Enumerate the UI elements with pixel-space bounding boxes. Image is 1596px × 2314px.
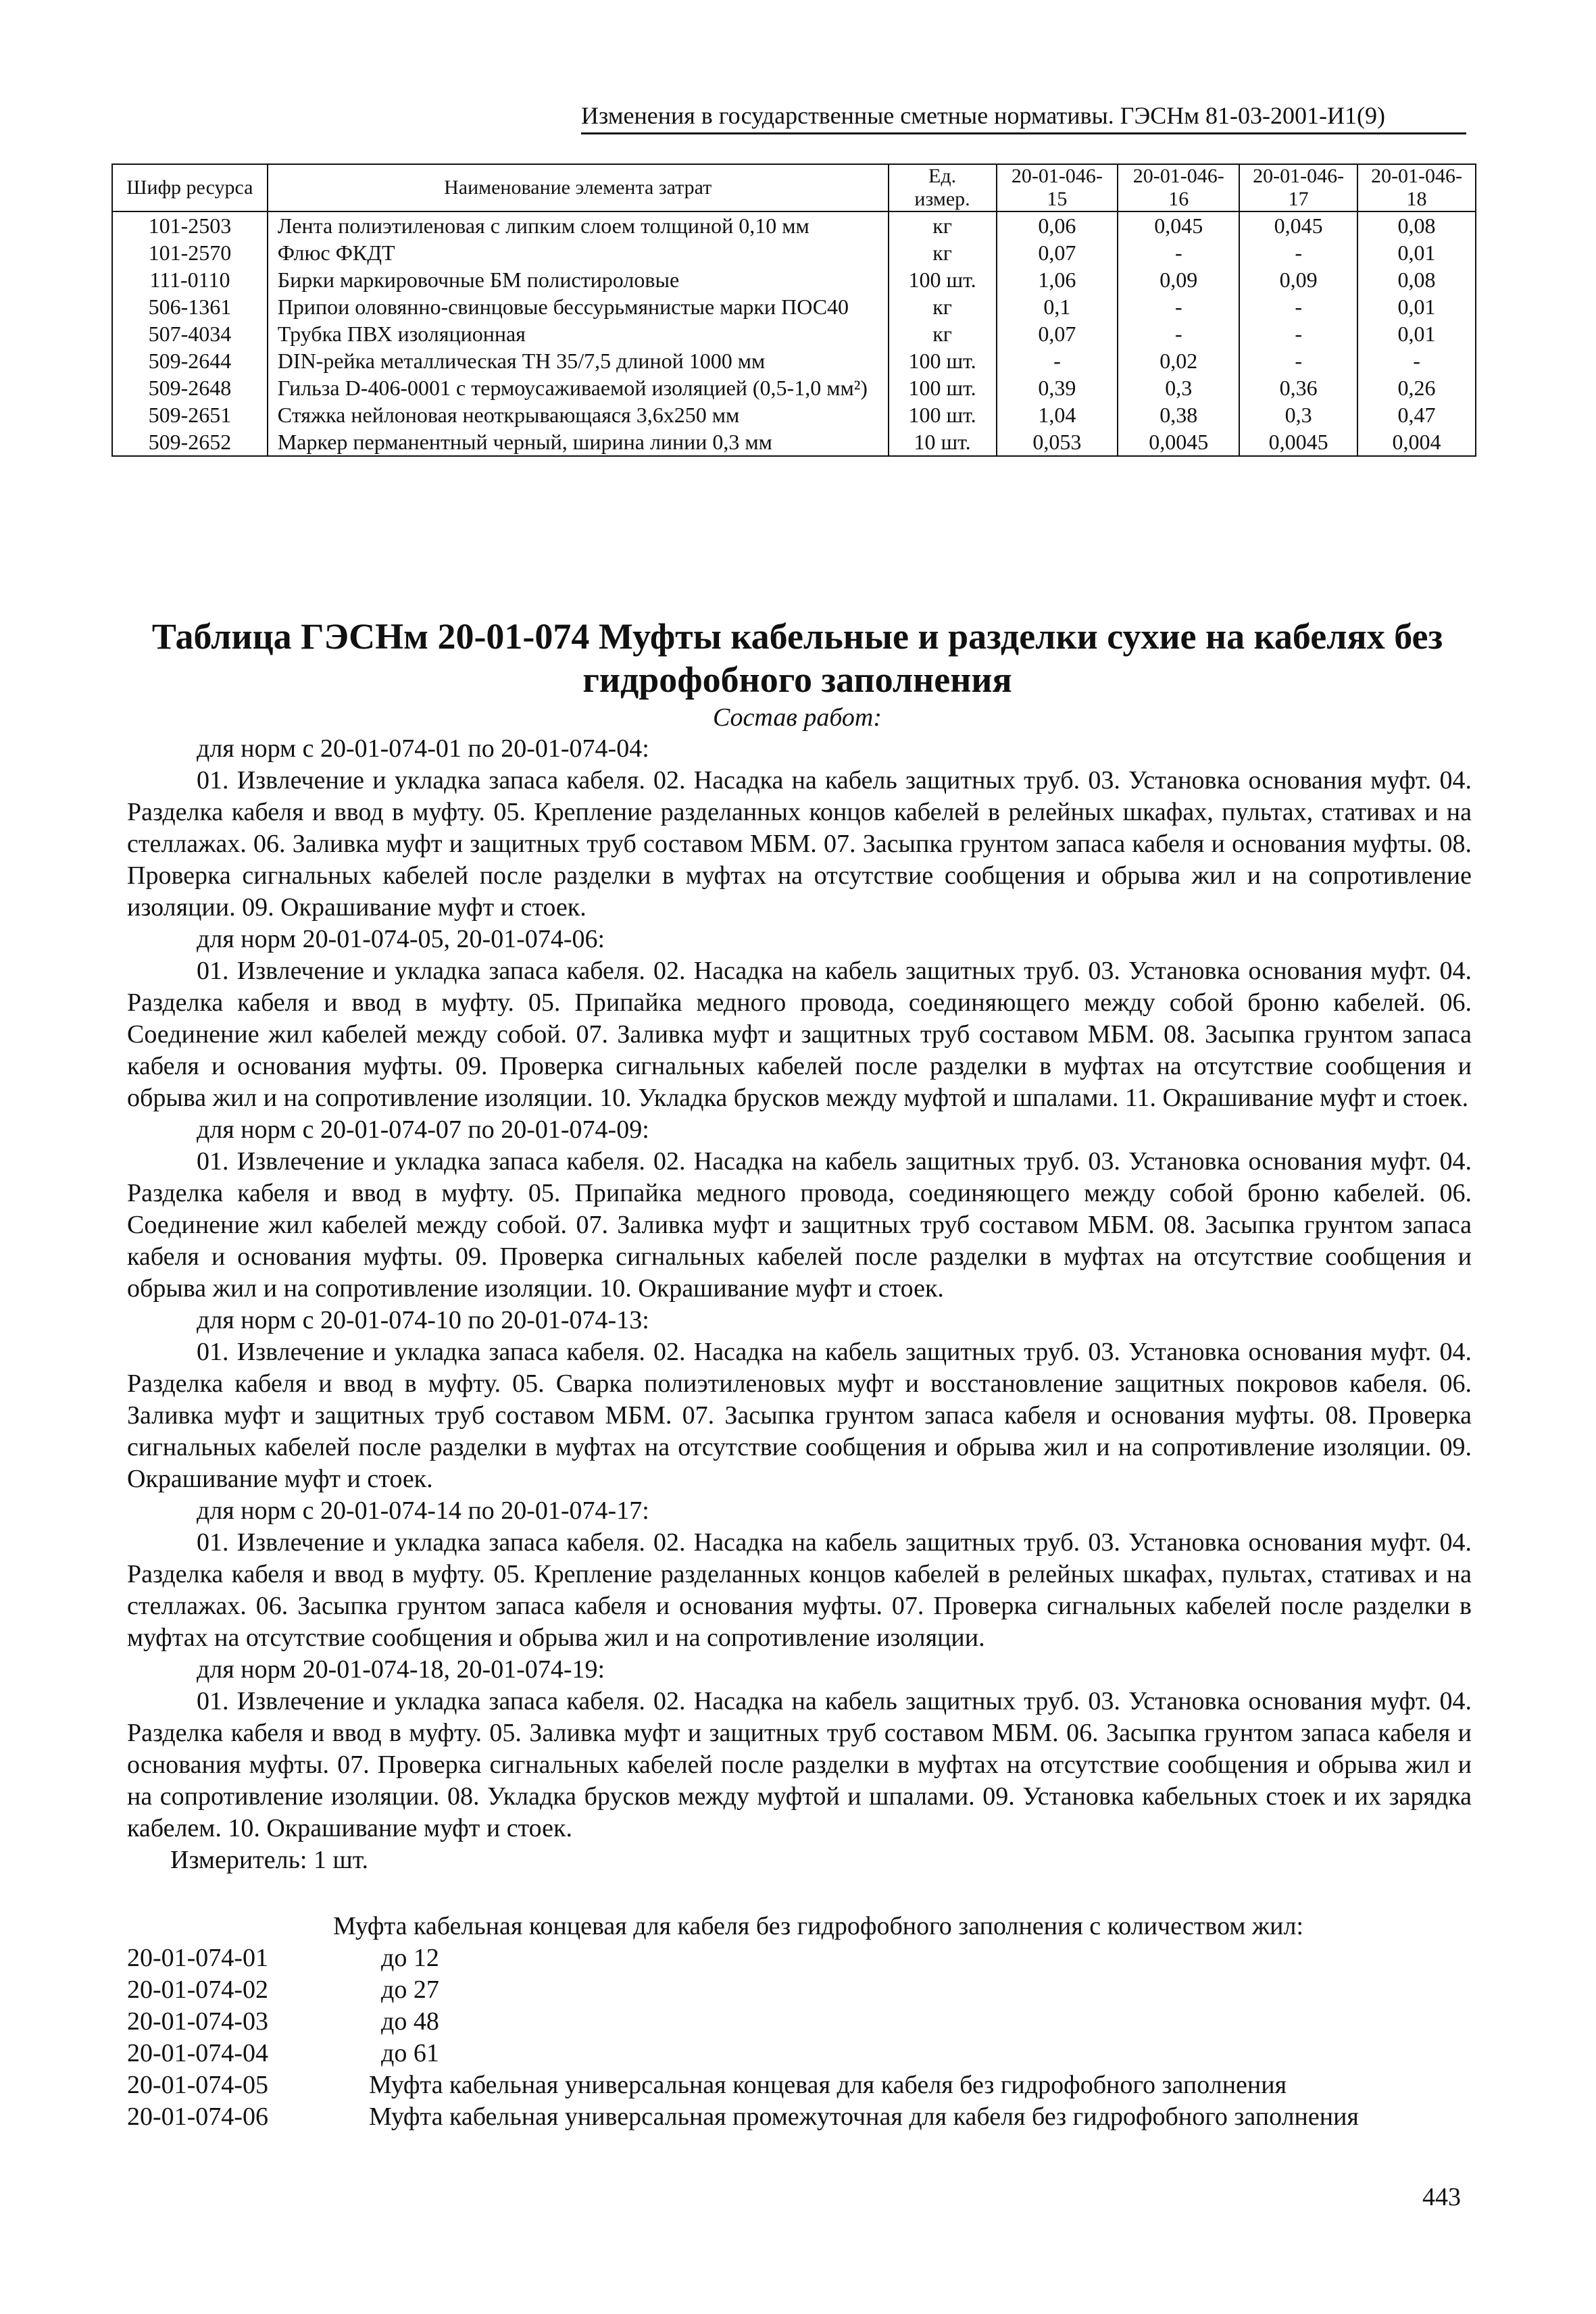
- list-item: [127, 2006, 1472, 2038]
- cell-c3: -: [1239, 239, 1357, 266]
- work-steps-paragraph: 01. Извлечение и укладка запаса кабеля. 02. Насадка на кабель защитных труб. 03. Установка основания муфт. 04. Разделка кабеля и ввод в муфту. 05. Крепление разделанных концов кабелей в релейных шкафах, пультах, стативах и на стеллажах. 06. Засыпка грунтом запаса кабеля и основания муфты. 07. Проверка сигнальных кабелей после разделки в муфтах на отсутствие сообщения и обрыва жил и на сопротивление изоляции.: [127, 1528, 1472, 1652]
- work-steps-paragraph: 01. Извлечение и укладка запаса кабеля. 02. Насадка на кабель защитных труб. 03. Установка основания муфт. 04. Разделка кабеля и ввод в муфту. 05. Сварка полиэтиленовых муфт и восстановление защитных покровов кабеля. 06. Заливка муфт и защитных труб составом МБМ. 07. Засыпка грунтом запаса кабеля и основания муфты. 08. Проверка сигнальных кабелей после разделки в муфтах на отсутствие сообщения и обрыва жил и на сопротивление изоляции. 09. Окрашивание муфт и стоек.: [127, 1338, 1472, 1493]
- cell-unit: кг: [889, 320, 997, 347]
- norm-description: до 61: [381, 2039, 439, 2067]
- cell-c3: 0,3: [1239, 401, 1357, 428]
- table-row: [112, 374, 1476, 401]
- cell-code: 101-2503: [112, 211, 268, 239]
- cell-unit: кг: [889, 211, 997, 239]
- meter-line: Измеритель: 1 шт.: [170, 1846, 368, 1874]
- work-composition: [127, 733, 1472, 1876]
- cell-c4: 0,004: [1357, 428, 1476, 456]
- cell-c1: 0,1: [997, 293, 1118, 320]
- codes-header: Муфта кабельная концевая для кабеля без гидрофобного заполнения с количеством жил:: [333, 1912, 1304, 1940]
- cell-code: 111-0110: [112, 266, 268, 293]
- norm-range-label: для норм с 20-01-074-14 по 20-01-074-17:: [197, 1496, 649, 1525]
- table-row: [112, 211, 1476, 239]
- cell-unit: 10 шт.: [889, 428, 997, 456]
- cell-c4: 0,08: [1357, 266, 1476, 293]
- cell-name: Гильза D-406-0001 с термоусаживаемой изоляцией (0,5-1,0 мм²): [268, 374, 889, 401]
- cell-c2: 0,0045: [1118, 428, 1239, 456]
- cell-name: Маркер перманентный черный, ширина линии 0,3 мм: [268, 428, 889, 456]
- list-item: [127, 1974, 1472, 2006]
- cell-c2: -: [1118, 320, 1239, 347]
- norm-range-label: для норм с 20-01-074-07 по 20-01-074-09:: [197, 1115, 649, 1144]
- cell-name: Лента полиэтиленовая с липким слоем толщиной 0,10 мм: [268, 211, 889, 239]
- norm-codes-list: [127, 1911, 1472, 2133]
- section-title: Таблица ГЭСНм 20-01-074 Муфты кабельные и разделки сухие на кабелях без гидрофобного заполнения: [151, 616, 1443, 700]
- cell-c3: -: [1239, 320, 1357, 347]
- norm-code: 20-01-074-06: [127, 2103, 268, 2131]
- running-header: Изменения в государственные сметные нормативы. ГЭСНм 81-03-2001-И1(9): [581, 101, 1466, 134]
- cell-unit: 100 шт.: [889, 374, 997, 401]
- norm-description: до 48: [381, 2007, 439, 2036]
- cell-c1: 0,053: [997, 428, 1118, 456]
- cell-unit: кг: [889, 239, 997, 266]
- cell-c3: -: [1239, 293, 1357, 320]
- cell-name: Припои оловянно-свинцовые бессурьмянистые марки ПОС40: [268, 293, 889, 320]
- cell-name: DIN-рейка металлическая ТН 35/7,5 длиной 1000 мм: [268, 347, 889, 374]
- cell-name: Бирки маркировочные БМ полистироловые: [268, 266, 889, 293]
- cell-c3: 0,045: [1239, 211, 1357, 239]
- cell-c3: -: [1239, 347, 1357, 374]
- cell-c4: 0,26: [1357, 374, 1476, 401]
- cell-code: 506-1361: [112, 293, 268, 320]
- norm-code: 20-01-074-02: [127, 1976, 268, 2004]
- page-number: 443: [1422, 2183, 1461, 2211]
- cell-c4: -: [1357, 347, 1476, 374]
- norm-description: Муфта кабельная универсальная концевая для кабеля без гидрофобного заполнения: [369, 2071, 1287, 2099]
- list-item: [127, 2101, 1472, 2133]
- table-row: [112, 293, 1476, 320]
- cell-c2: -: [1118, 239, 1239, 266]
- cell-code: 509-2644: [112, 347, 268, 374]
- norm-code: 20-01-074-03: [127, 2007, 268, 2036]
- col-header-c3: 20-01-046-17: [1239, 164, 1357, 211]
- norm-description: до 27: [381, 1976, 439, 2004]
- table-row: [112, 428, 1476, 456]
- norm-range-label: для норм 20-01-074-18, 20-01-074-19:: [197, 1655, 605, 1684]
- cell-unit: 100 шт.: [889, 401, 997, 428]
- cell-c4: 0,01: [1357, 320, 1476, 347]
- norm-description: Муфта кабельная универсальная промежуточная для кабеля без гидрофобного заполнения: [369, 2103, 1359, 2131]
- col-header-c4: 20-01-046-18: [1357, 164, 1476, 211]
- col-header-unit: Ед. измер.: [889, 164, 997, 211]
- list-item: [127, 2038, 1472, 2069]
- cell-c1: 0,39: [997, 374, 1118, 401]
- cell-code: 507-4034: [112, 320, 268, 347]
- cell-code: 509-2648: [112, 374, 268, 401]
- cell-unit: 100 шт.: [889, 347, 997, 374]
- section-subtitle: Состав работ:: [712, 703, 882, 732]
- list-item: [127, 1942, 1472, 1974]
- cell-name: Стяжка нейлоновая неоткрывающаяся 3,6х250 мм: [268, 401, 889, 428]
- cell-c3: 0,36: [1239, 374, 1357, 401]
- cell-c2: 0,09: [1118, 266, 1239, 293]
- cell-c1: 0,07: [997, 320, 1118, 347]
- table-row: [112, 347, 1476, 374]
- col-header-code: Шифр ресурса: [112, 164, 268, 211]
- col-header-c2: 20-01-046-16: [1118, 164, 1239, 211]
- cell-c2: 0,02: [1118, 347, 1239, 374]
- cell-c1: 1,04: [997, 401, 1118, 428]
- cell-c3: 0,09: [1239, 266, 1357, 293]
- cell-c1: 1,06: [997, 266, 1118, 293]
- norm-range-label: для норм с 20-01-074-10 по 20-01-074-13:: [197, 1306, 649, 1334]
- norm-description: до 12: [381, 1944, 439, 1972]
- norm-range-label: для норм с 20-01-074-01 по 20-01-074-04:: [197, 734, 649, 763]
- cell-c1: 0,07: [997, 239, 1118, 266]
- cell-name: Флюс ФКДТ: [268, 239, 889, 266]
- cell-c2: 0,045: [1118, 211, 1239, 239]
- cell-c1: 0,06: [997, 211, 1118, 239]
- cell-unit: кг: [889, 293, 997, 320]
- work-steps-paragraph: 01. Извлечение и укладка запаса кабеля. 02. Насадка на кабель защитных труб. 03. Установка основания муфт. 04. Разделка кабеля и ввод в муфту. 05. Припайка медного провода, соединяющего между собой броню кабелей. 06. Соединение жил кабелей между собой. 07. Заливка муфт и защитных труб составом МБМ. 08. Засыпка грунтом запаса кабеля и основания муфты. 09. Проверка сигнальных кабелей после разделки в муфтах на отсутствие сообщения и обрыва жил и на сопротивление изоляции. 10. Укладка брусков между муфтой и шпалами. 11. Окрашивание муфт и стоек.: [127, 957, 1472, 1112]
- cell-c3: 0,0045: [1239, 428, 1357, 456]
- cell-code: 509-2651: [112, 401, 268, 428]
- list-item: [127, 2069, 1472, 2101]
- cell-c2: -: [1118, 293, 1239, 320]
- resource-table: [111, 164, 1476, 457]
- cell-code: 101-2570: [112, 239, 268, 266]
- cell-c4: 0,47: [1357, 401, 1476, 428]
- table-row: [112, 239, 1476, 266]
- col-header-name: Наименование элемента затрат: [268, 164, 889, 211]
- cell-c1: -: [997, 347, 1118, 374]
- cell-c4: 0,08: [1357, 211, 1476, 239]
- work-steps-paragraph: 01. Извлечение и укладка запаса кабеля. 02. Насадка на кабель защитных труб. 03. Установка основания муфт. 04. Разделка кабеля и ввод в муфту. 05. Крепление разделанных концов кабелей в релейных шкафах, пультах, стативах и на стеллажах. 06. Заливка муфт и защитных труб составом МБМ. 07. Засыпка грунтом запаса кабеля и основания муфты. 08. Проверка сигнальных кабелей после разделки в муфтах на отсутствие сообщения и обрыва жил и на сопротивление изоляции. 09. Окрашивание муфт и стоек.: [127, 766, 1472, 922]
- cell-name: Трубка ПВХ изоляционная: [268, 320, 889, 347]
- table-row: [112, 320, 1476, 347]
- cell-c2: 0,3: [1118, 374, 1239, 401]
- work-steps-paragraph: 01. Извлечение и укладка запаса кабеля. 02. Насадка на кабель защитных труб. 03. Установка основания муфт. 04. Разделка кабеля и ввод в муфту. 05. Заливка муфт и защитных труб составом МБМ. 06. Засыпка грунтом запаса кабеля и основания муфты. 07. Проверка сигнальных кабелей после разделки в муфтах на отсутствие сообщения и обрыва жил и на сопротивление изоляции. 08. Укладка брусков между муфтой и шпалами. 09. Установка кабельных стоек и их зарядка кабелем. 10. Окрашивание муфт и стоек.: [127, 1687, 1472, 1842]
- cell-c4: 0,01: [1357, 239, 1476, 266]
- norm-range-label: для норм 20-01-074-05, 20-01-074-06:: [197, 925, 605, 953]
- norm-code: 20-01-074-05: [127, 2071, 268, 2099]
- table-row: [112, 266, 1476, 293]
- cell-code: 509-2652: [112, 428, 268, 456]
- cell-c4: 0,01: [1357, 293, 1476, 320]
- norm-code: 20-01-074-04: [127, 2039, 268, 2067]
- table-header-row: [112, 164, 1476, 211]
- cell-c2: 0,38: [1118, 401, 1239, 428]
- work-steps-paragraph: 01. Извлечение и укладка запаса кабеля. 02. Насадка на кабель защитных труб. 03. Установка основания муфт. 04. Разделка кабеля и ввод в муфту. 05. Припайка медного провода, соединяющего между собой броню кабелей. 06. Соединение жил кабелей между собой. 07. Заливка муфт и защитных труб составом МБМ. 08. Засыпка грунтом запаса кабеля и основания муфты. 09. Проверка сигнальных кабелей после разделки в муфтах на отсутствие сообщения и обрыва жил и на сопротивление изоляции. 10. Окрашивание муфт и стоек.: [127, 1147, 1472, 1303]
- norm-code: 20-01-074-01: [127, 1944, 268, 1972]
- cell-unit: 100 шт.: [889, 266, 997, 293]
- table-row: [112, 401, 1476, 428]
- col-header-c1: 20-01-046-15: [997, 164, 1118, 211]
